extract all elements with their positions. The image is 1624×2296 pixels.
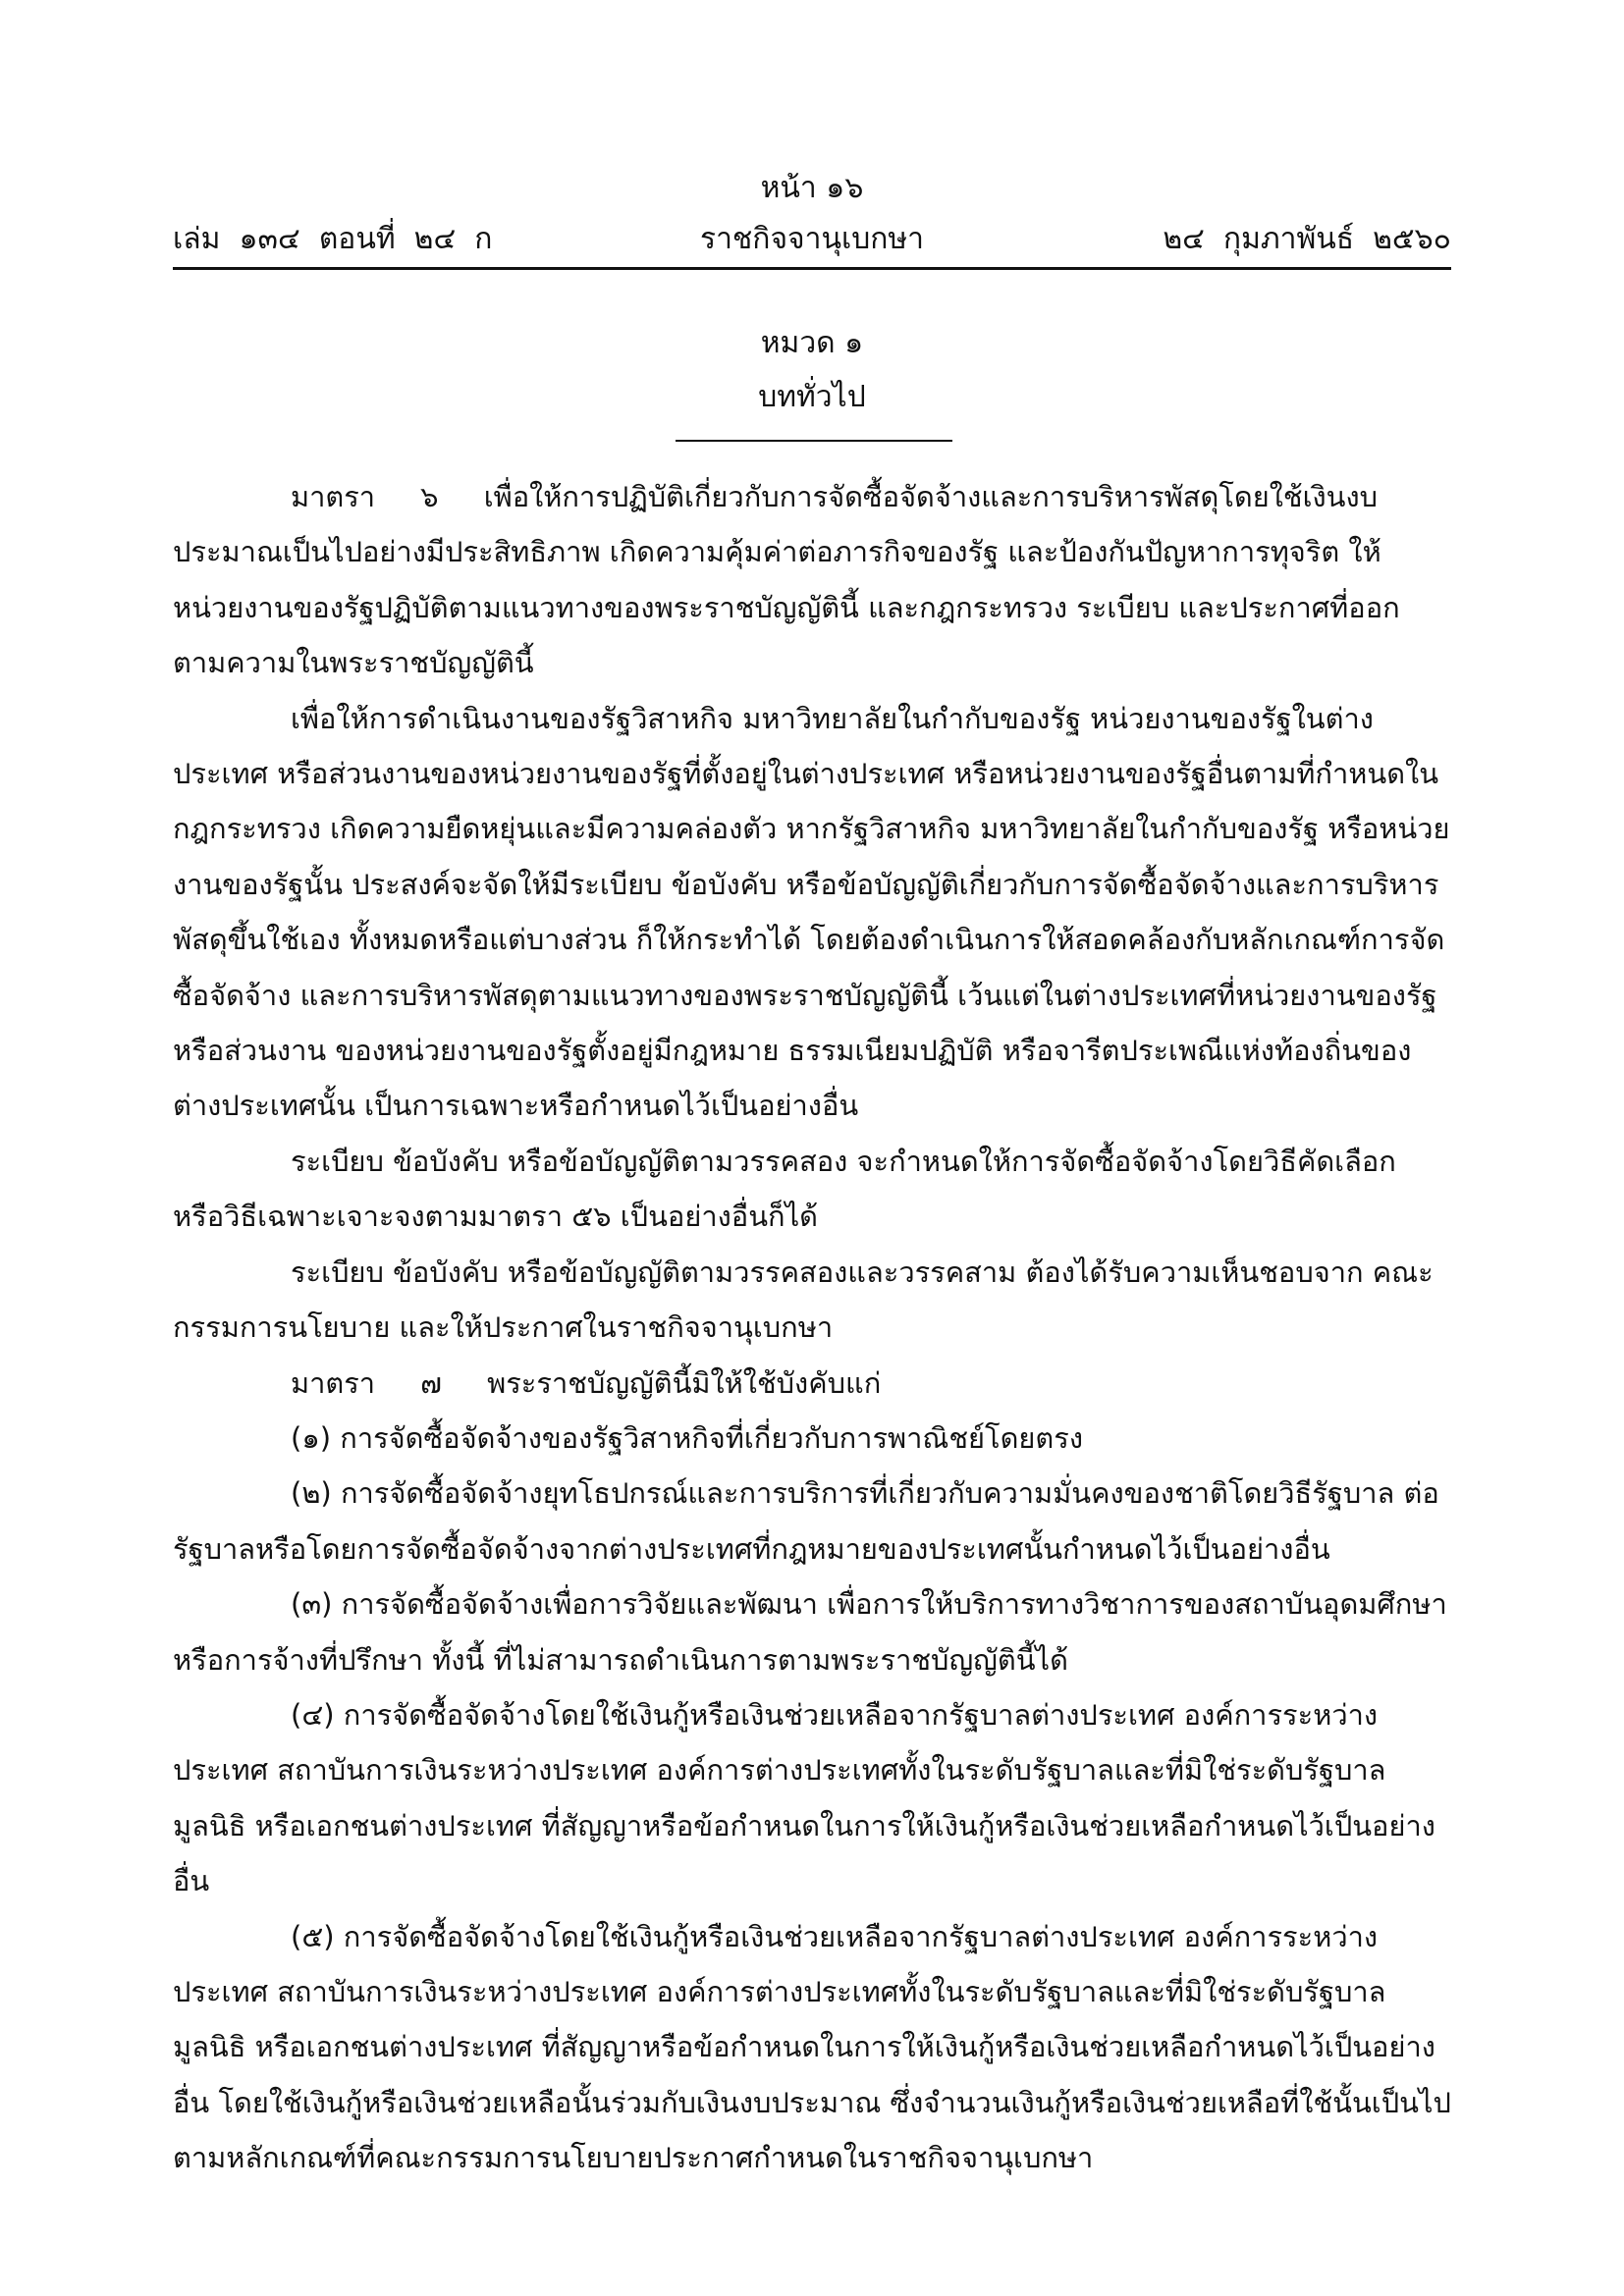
- body-text: [173, 469, 1451, 2186]
- section-6-text: เพื่อให้การปฏิบัติเกี่ยวกับการจัดซื้อจัดจ้างและการบริหารพัสดุโดยใช้เงินงบประมาณเป็นไปอย่างมีประสิทธิภาพ เกิดความคุ้มค่าต่อภารกิจของรัฐ และป้องกันปัญหาการทุจริต ให้หน่วยงานของรัฐปฏิบัติตามแนวทางของพระราชบัญญัตินี้ และกฎกระทรวง ระเบียบ และประกาศที่ออกตามความในพระราชบัญญัตินี้: [173, 480, 1400, 680]
- publication-date: ๒๔ กุมภาพันธ์ ๒๕๖๐: [1163, 222, 1451, 256]
- page-number: หน้า ๑๖: [760, 171, 864, 205]
- section-6-paragraph-1: [173, 469, 1451, 691]
- section-7-item-4: (๔) การจัดซื้อจัดจ้างโดยใช้เงินกู้หรือเงินช่วยเหลือจากรัฐบาลต่างประเทศ องค์การระหว่างประเทศ สถาบันการเงินระหว่างประเทศ องค์การต่างประเทศทั้งในระดับรัฐบาลและที่มิใช่ระดับรัฐบาล มูลนิธิ หรือเอกชนต่างประเทศ ที่สัญญาหรือข้อกำหนดในการให้เงินกู้หรือเงินช่วยเหลือกำหนดไว้เป็นอย่างอื่น: [173, 1697, 1435, 1898]
- publication-name: ราชกิจจานุเบกษา: [699, 222, 925, 256]
- section-6-paragraph-3: ระเบียบ ข้อบังคับ หรือข้อบัญญัติตามวรรคสอง จะกำหนดให้การจัดซื้อจัดจ้างโดยวิธีคัดเลือก หรือวิธีเฉพาะเจาะจงตามมาตรา ๕๖ เป็นอย่างอื่นก็ได้: [173, 1144, 1396, 1234]
- section-7-text: พระราชบัญญัตินี้มิให้ใช้บังคับแก่: [487, 1365, 882, 1400]
- section-6-paragraph-2: เพื่อให้การดำเนินงานของรัฐวิสาหกิจ มหาวิทยาลัยในกำกับของรัฐ หน่วยงานของรัฐในต่างประเทศ หรือส่วนงานของหน่วยงานของรัฐที่ตั้งอยู่ในต่างประเทศ หรือหน่วยงานของรัฐอื่นตามที่กำหนดในกฎกระทรวง เกิดความยืดหยุ่นและมีความคล่องตัว หากรัฐวิสาหกิจ มหาวิทยาลัยในกำกับของรัฐ หรือหน่วยงานของรัฐนั้น ประสงค์จะจัดให้มีระเบียบ ข้อบังคับ หรือข้อบัญญัติเกี่ยวกับการจัดซื้อจัดจ้างและการบริหารพัสดุขึ้นใช้เอง ทั้งหมดหรือแต่บางส่วน ก็ให้กระทำได้ โดยต้องดำเนินการให้สอดคล้องกับหลักเกณฑ์การจัดซื้อจัดจ้าง และการบริหารพัสดุตามแนวทางของพระราชบัญญัตินี้ เว้นแต่ในต่างประเทศที่หน่วยงานของรัฐหรือส่วนงาน ของหน่วยงานของรัฐตั้งอยู่มีกฎหมาย ธรรมเนียมปฏิบัติ หรือจารีตประเพณีแห่งท้องถิ่นของต่างประเทศนั้น เป็นการเฉพาะหรือกำหนดไว้เป็นอย่างอื่น: [173, 701, 1450, 1123]
- section-6-paragraph-4: ระเบียบ ข้อบังคับ หรือข้อบัญญัติตามวรรคสองและวรรคสาม ต้องได้รับความเห็นชอบจาก คณะกรรมการนโยบาย และให้ประกาศในราชกิจจานุเบกษา: [173, 1255, 1434, 1345]
- section-7-item-3: (๓) การจัดซื้อจัดจ้างเพื่อการวิจัยและพัฒนา เพื่อการให้บริการทางวิชาการของสถาบันอุดมศึกษา หรือการจ้างที่ปรึกษา ทั้งนี้ ที่ไม่สามารถดำเนินการตามพระราชบัญญัตินี้ได้: [173, 1587, 1447, 1677]
- section-7-label: มาตรา ๗: [291, 1365, 488, 1400]
- header-divider: [173, 267, 1451, 270]
- chapter-divider: [676, 440, 952, 442]
- section-7-item-1: (๑) การจัดซื้อจัดจ้างของรัฐวิสาหกิจที่เกี่ยวกับการพาณิชย์โดยตรง: [291, 1420, 1083, 1455]
- section-7-item-2: (๒) การจัดซื้อจัดจ้างยุทโธปกรณ์และการบริการที่เกี่ยวกับความมั่นคงของชาติโดยวิธีรัฐบาล ต่อรัฐบาลหรือโดยการจัดซื้อจัดจ้างจากต่างประเทศที่กฎหมายของประเทศนั้นกำหนดไว้เป็นอย่างอื่น: [173, 1476, 1439, 1566]
- chapter-number: หมวด ๑: [760, 326, 864, 360]
- section-6-label: มาตรา ๖: [291, 480, 484, 513]
- volume-issue: เล่ม ๑๓๔ ตอนที่ ๒๔ ก: [173, 222, 493, 256]
- running-header: [173, 218, 1451, 263]
- section-7-item-5: (๕) การจัดซื้อจัดจ้างโดยใช้เงินกู้หรือเงินช่วยเหลือจากรัฐบาลต่างประเทศ องค์การระหว่างประเทศ สถาบันการเงินระหว่างประเทศ องค์การต่างประเทศทั้งในระดับรัฐบาลและที่มิใช่ระดับรัฐบาล มูลนิธิ หรือเอกชนต่างประเทศ ที่สัญญาหรือข้อกำหนดในการให้เงินกู้หรือเงินช่วยเหลือกำหนดไว้เป็นอย่างอื่น โดยใช้เงินกู้หรือเงินช่วยเหลือนั้นร่วมกับเงินงบประมาณ ซึ่งจำนวนเงินกู้หรือเงินช่วยเหลือที่ใช้นั้นเป็นไป ตามหลักเกณฑ์ที่คณะกรรมการนโยบายประกาศกำหนดในราชกิจจานุเบกษา: [173, 1919, 1451, 2175]
- section-7-paragraph-1: [173, 1356, 1451, 1411]
- chapter-title: บททั่วไป: [758, 380, 866, 414]
